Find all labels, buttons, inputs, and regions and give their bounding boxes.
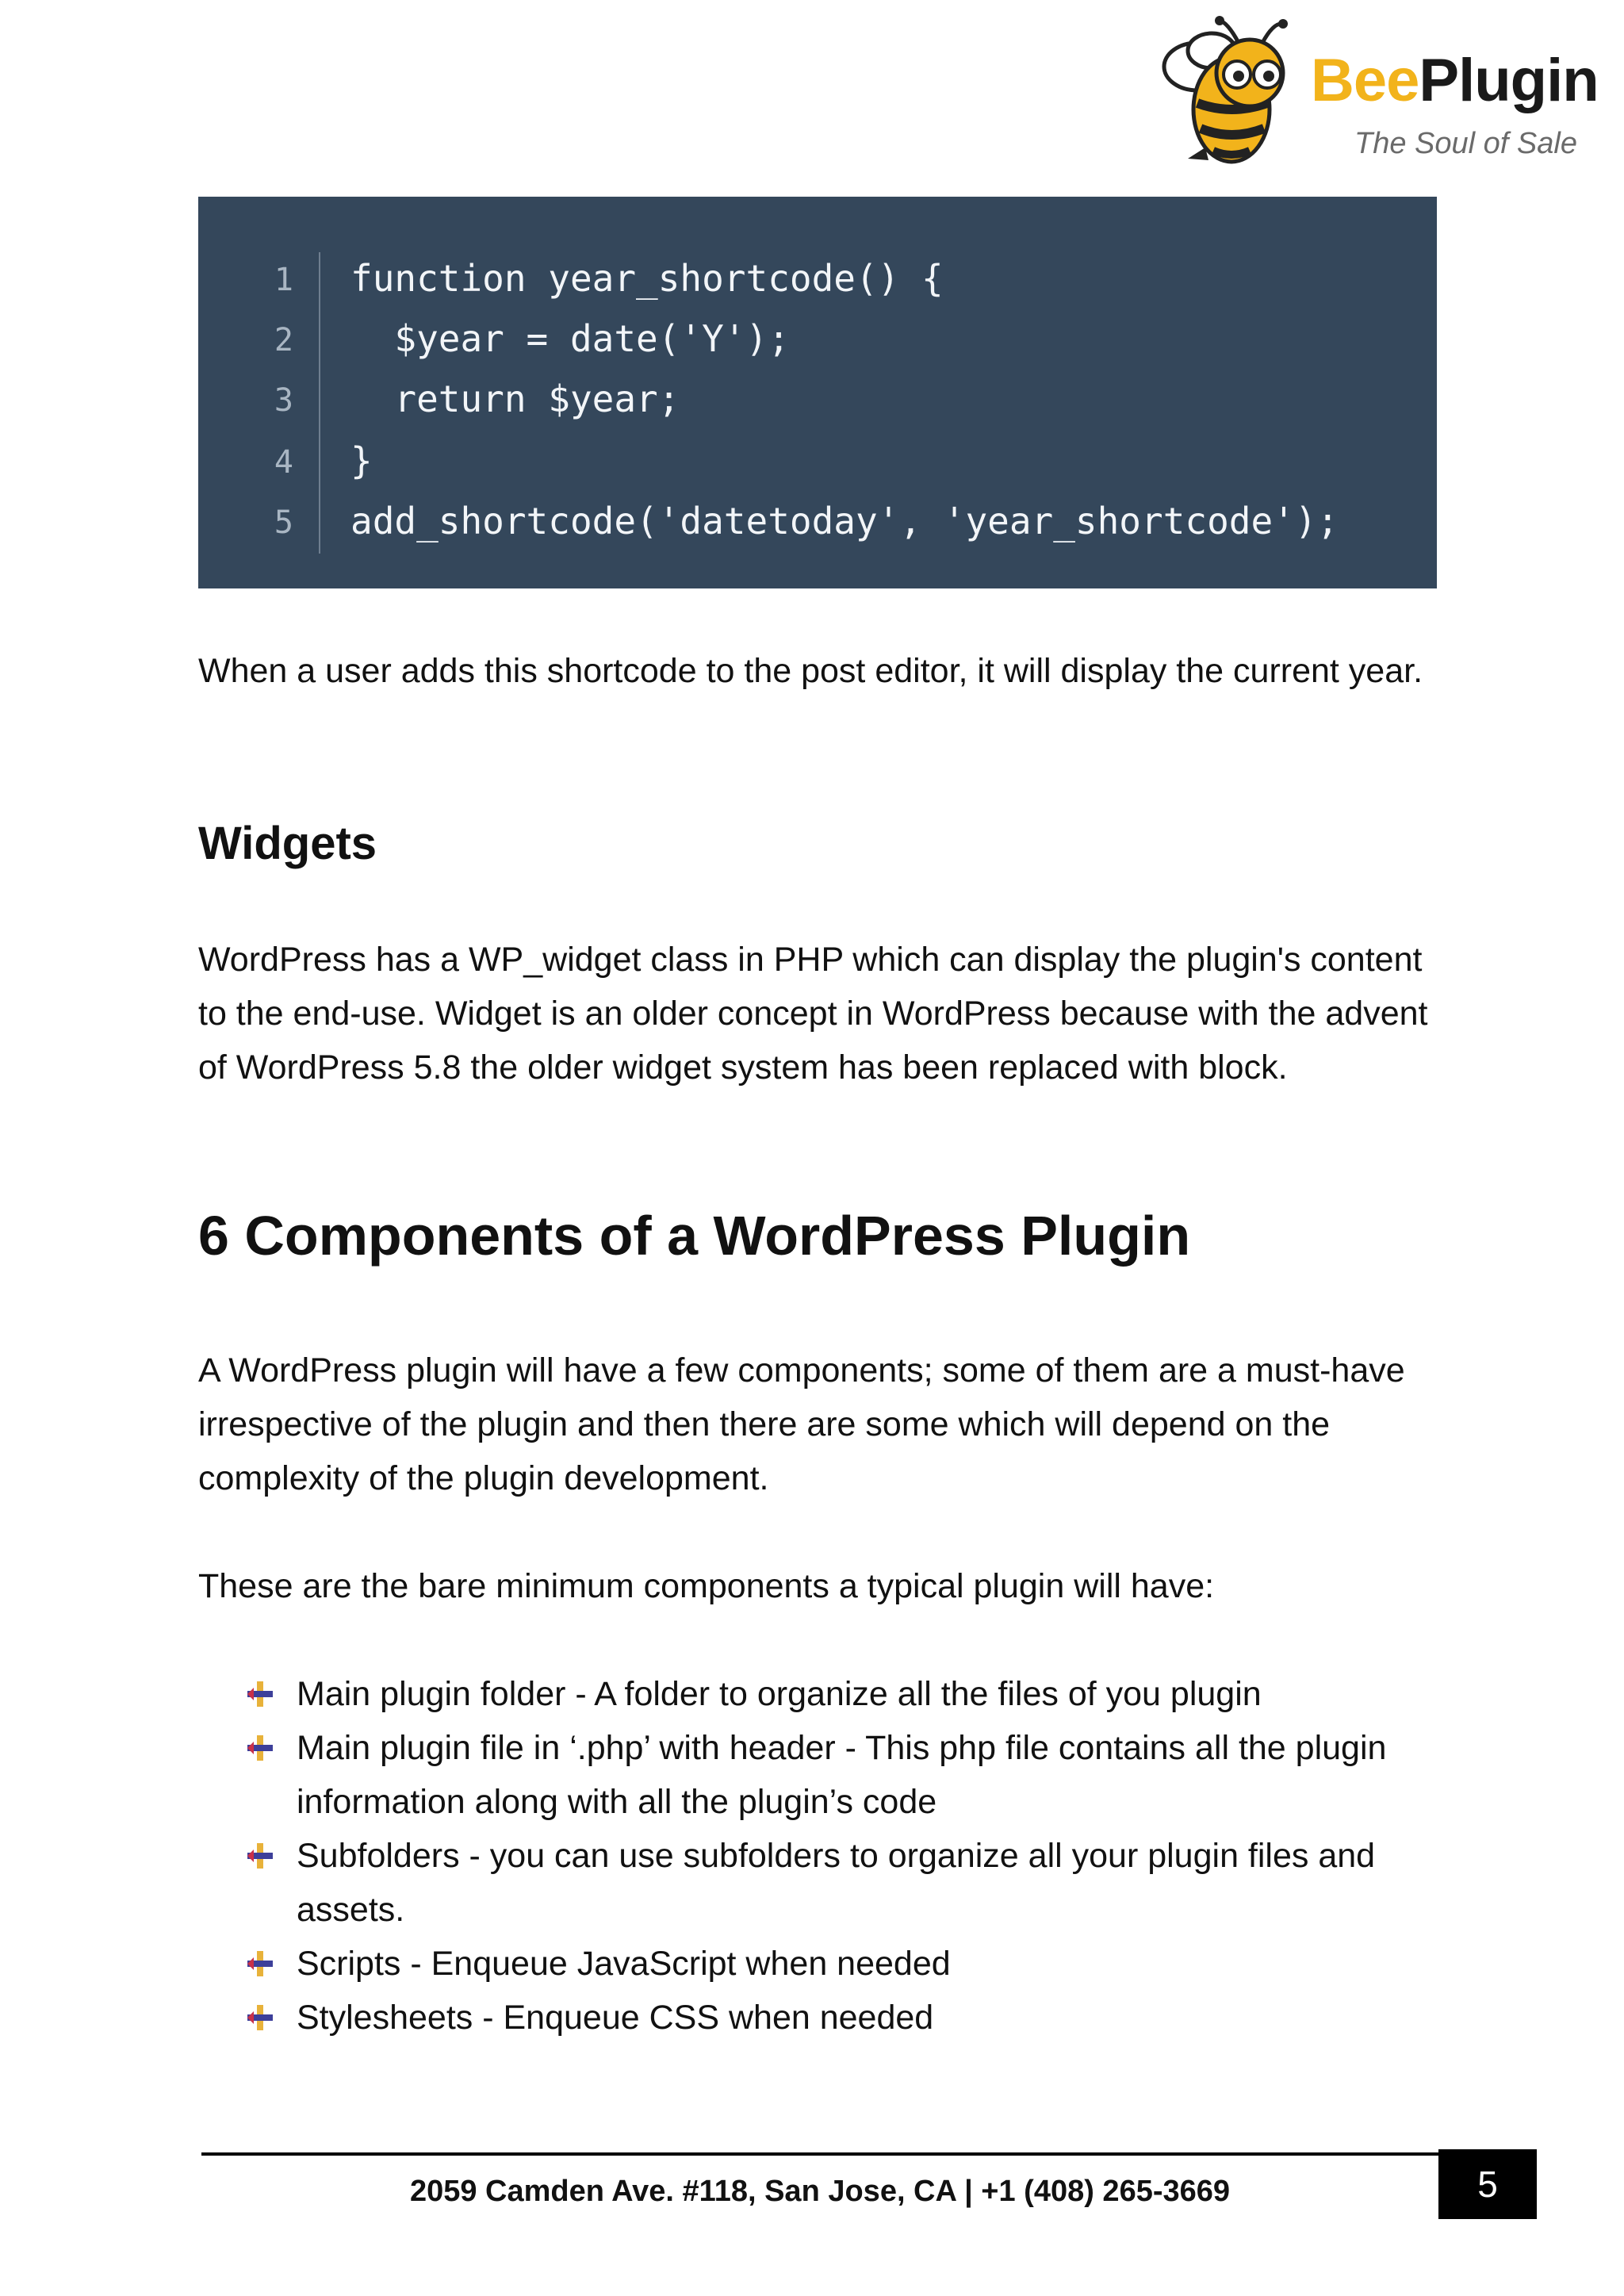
brand-tagline: The Soul of Sale	[1354, 127, 1577, 160]
list-item-text: Subfolders - you can use subfolders to organize all your plugin files and assets.	[297, 1837, 1376, 1929]
list-item-text: Scripts - Enqueue JavaScript when needed	[297, 1945, 951, 1983]
line-number: 2	[274, 322, 293, 358]
brand-name-part2: Plugin	[1419, 47, 1599, 114]
arrow-bullet-icon	[246, 1680, 274, 1708]
list-item-text: Main plugin file in ‘.php’ with header - This php file contains all the plugin information along with all the plugin’s code	[297, 1729, 1387, 1821]
code-text: return $year;	[350, 378, 680, 420]
footer-divider	[201, 2152, 1438, 2156]
code-line	[198, 433, 1437, 493]
line-number: 5	[274, 504, 293, 541]
components-paragraph: A WordPress plugin will have a few components; some of them are a must-have irrespective of the plugin and then there are some which will depend on the complexity of the plugin development.	[198, 1351, 1405, 1497]
line-number: 4	[274, 444, 293, 481]
arrow-bullet-icon	[246, 1949, 274, 1978]
code-line	[198, 493, 1437, 554]
arrow-bullet-icon	[246, 2003, 274, 2032]
code-line	[198, 311, 1437, 371]
code-text: }	[350, 439, 373, 482]
code-block	[198, 197, 1437, 588]
list-item	[246, 1991, 1443, 2045]
components-list	[246, 1667, 1443, 2045]
code-text: add_shortcode('datetoday', 'year_shortcode');	[350, 500, 1339, 542]
widgets-heading: Widgets	[198, 818, 377, 869]
list-item	[246, 1667, 1443, 1721]
widgets-paragraph: WordPress has a WP_widget class in PHP which can display the plugin's content to the end-use. Widget is an older concept in WordPress because with the advent of WordPress 5.8 the older widget system has been replaced with block.	[198, 941, 1428, 1087]
shortcode-paragraph: When a user adds this shortcode to the post editor, it will display the current year.	[198, 652, 1423, 690]
code-line	[198, 371, 1437, 431]
arrow-bullet-icon	[246, 1734, 274, 1762]
components-heading: 6 Components of a WordPress Plugin	[198, 1205, 1191, 1267]
list-item-text: Stylesheets - Enqueue CSS when needed	[297, 1999, 934, 2037]
minimum-components-paragraph: These are the bare minimum components a typical plugin will have:	[198, 1567, 1215, 1605]
list-item	[246, 1721, 1443, 1829]
line-number: 1	[274, 262, 293, 298]
line-number: 3	[274, 382, 293, 419]
list-item	[246, 1829, 1443, 1937]
page-number: 5	[1438, 2149, 1537, 2219]
arrow-bullet-icon	[246, 1842, 274, 1870]
brand-name	[1311, 46, 1599, 115]
list-item	[246, 1937, 1443, 1991]
bee-mascot-icon	[1156, 14, 1315, 173]
footer-address: 2059 Camden Ave. #118, San Jose, CA | +1 (408) 265-3669	[409, 2175, 1231, 2208]
beeplugin-logo	[1156, 14, 1599, 173]
code-text: $year = date('Y');	[350, 317, 790, 360]
list-item-text: Main plugin folder - A folder to organize all the files of you plugin	[297, 1675, 1262, 1713]
code-text: function year_shortcode() {	[350, 257, 944, 300]
code-line	[198, 251, 1437, 311]
brand-name-part1: Bee	[1311, 47, 1419, 114]
